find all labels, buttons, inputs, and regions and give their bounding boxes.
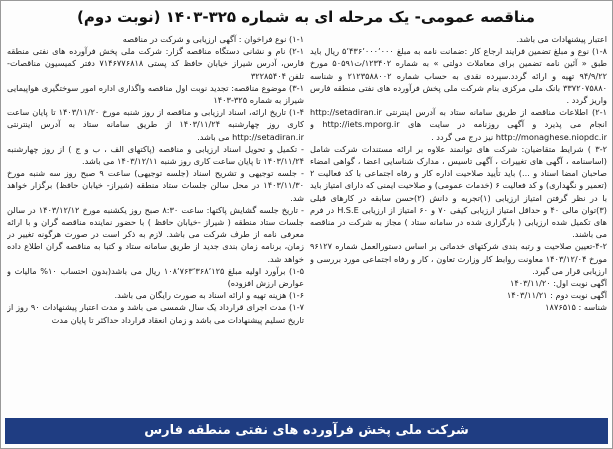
- paragraph: - تاریخ جلسه گشایش پاکتها: ساعت ۸:۳۰ صبح روز یکشنبه مورخ ۱۴۰۳/۱۲/۱۲ در سالن جلسات ستاد منطقه ( شیراز -خیابان حافظ ) با حضور نماینده مناقصه گران و با ارائه معرفی نامه از طرف شرکت می باشد. لازم به ذکر است در صورت هرگونه تغییر در زمان، برنامه زمان بندی جدید از طریق سامانه ستاد و کتبا به مناقصه گران اطلاع داده خواهد شد.: [7, 204, 304, 264]
- left-column: [310, 33, 607, 417]
- first-publish-date: آگهی نوبت اول: ۱۴۰۳/۱۱/۲۰: [509, 278, 607, 289]
- company-footer: شرکت ملی پخش فرآورده های نفتی منطقه فارس: [5, 418, 608, 444]
- ad-title: مناقصه عمومی- یک مرحله ای به شماره ۳۲۵-۱۴۰۳ (نوبت دوم): [77, 8, 535, 26]
- ad-body: [7, 33, 608, 417]
- paragraph: - جلسه توجیهی و تشریح اسناد (جلسه توجیهی) ساعت ۹ صبح روز سه شنبه مورخ ۱۴۰۳/۱۱/۳۰ در محل سالن جلسات ستاد منطقه (شیراز- خیابان حافظ) برگزار خواهد شد.: [7, 168, 304, 203]
- paragraph: ۱-۸) نوع و مبلغ تضمین فرایند ارجاع کار :ضمانت نامه به مبلغ ۵٬۴۳۶٬۰۰۰٬۰۰۰ ریال باید طبق « آئین نامه تضمین برای معاملات دولتی » به شماره ۱۲۳۴۰۲/ت۵۰۵۹۱ مورخ ۹۴/۹/۲۲ تهیه و ارائه گردد.سپرده نقدی به حساب شماره ۲۱۲۳۵۸۸۰۰۲ و شناسه ۳۳۷۲۰۷۵۸۸۰ بانک ملی مرکزی بنام شرکت ملی پخش فرآورده های نفتی منطقه فارس واریز گردد .: [310, 46, 607, 106]
- paragraph: ۲-۱) اطلاعات مناقصه از طریق سامانه ستاد به آدرس اینترنتی http://setadiran.ir انجام می پذیرد و آگهی روزنامه در سایت های http://iets.mporg.ir و http://monaghese.niopdc.ir نیز درج می گردد .: [310, 107, 607, 142]
- ad-id: شناسه : ۱۸۷۶۵۱۵: [545, 302, 607, 313]
- paragraph: ۱-۵) برآورد اولیه مبلغ ۱۰۸٬۷۶۳٬۳۶۸٬۱۲۵ ریال می باشد(بدون احتساب ۱۰% مالیات و عوارض ارزش افزوده): [7, 265, 304, 289]
- paragraph: - تکمیل و تحویل اسناد ارزیابی و مناقصه (پاکتهای الف ، ب و ج ) از روز چهارشنبه ۱۴۰۳/۱۱/۲۴ تا پایان ساعت کاری روز شنبه ۱۴۰۳/۱۲/۱۱ می باشد.: [7, 143, 304, 167]
- paragraph: ۳-۱) موضوع مناقصه: تجدید نوبت اول مناقصه واگذاری اداره امور سوختگیری هواپیمایی شیراز به شماره ۳۲۵-۱۴۰۳: [7, 82, 304, 106]
- paragraph: ۴-۲-تعیین صلاحیت و رتبه بندی شرکتهای خدماتی بر اساس دستورالعمل شماره ۹۶۱۲۷ مورخ ۱۴۰۳/۱۲/۰۴ معاونت روابط کار وزارت تعاون ، کار و رفاه اجتماعی مورد بررسی و ارزیابی قرار می گیرد.: [310, 241, 607, 276]
- paragraph: ۳-۲ ) شرایط متقاضیان: شرکت های توانمند علاوه بر ارائه مستندات شرکت شامل (اساسنامه ، آگهی های تغییرات ، آگهی تاسیس ، مدارک شناسایی اعضا ، گواهی امضاء صاحبان امضا اسناد و ...) باید تأیید صلاحیت اداره کار و رفاه اجتماعی با کد فعالیت ۲ (تعمیر و نگهداری) و کد فعالیت ۶ (خدمات عمومی) و صلاحیت ایمنی که دارای امتیاز باید با در نظر گرفتن امتیاز ارزیابی (۱)تجربه و دانش (۲)حسن سابقه در کارهای قبلی (۳)توان مالی ۴۰ و حداقل امتیاز ارزیابی کیفی ۷۰ و ۶۰ امتیاز از ارزیابی H.S.E در فرم های تکمیل شده ارزیابی ( بارگزاری شده در سامانه ستاد ) مجاز به شرکت در مناقصه می باشند.: [310, 143, 607, 240]
- paragraph: اعتبار پیشنهادات می باشد.: [516, 34, 607, 44]
- paragraph: ۱-۱) نوع فراخوان : آگهی ارزیابی و شرکت در مناقصه: [122, 34, 304, 44]
- paragraph: ۲-۱) نام و نشانی دستگاه مناقصه گزار: شرکت ملی پخش فرآورده های نفتی منطقه فارس، آدرس شیراز خیابان حافظ کد پستی ۷۱۴۶۷۷۶۸۱۸ دفتر کمیسیون مناقصات- تلفن ۳۲۲۸۵۴۰۴: [7, 46, 304, 81]
- right-column: [7, 33, 304, 417]
- paragraph: ۱-۶) هزینه تهیه و ارائه اسناد به صورت رایگان می باشد.: [114, 290, 304, 301]
- second-publish-date: آگهی نوبت دوم : ۱۴۰۳/۱۱/۲۱: [506, 290, 607, 301]
- paragraph: ۱-۷) مدت اجرای قرارداد یک سال شمسی می باشد و مدت اعتبار پیشنهادات ۹۰ روز از تاریخ تسلیم پیشنهادات می باشد و زمان انعقاد قرارداد حداکثر تا پایان مدت: [7, 302, 304, 325]
- paragraph: ۱-۴) تاریخ ارائه، اسناد ارزیابی و مناقصه از روز شنبه مورخ ۱۴۰۳/۱۱/۲۰ تا پایان ساعت کاری روز چهارشنبه ۱۴۰۳/۱۱/۲۴ از طریق سامانه ستاد به آدرس اینترنتی http://setadiran.ir می باشد.: [7, 107, 304, 142]
